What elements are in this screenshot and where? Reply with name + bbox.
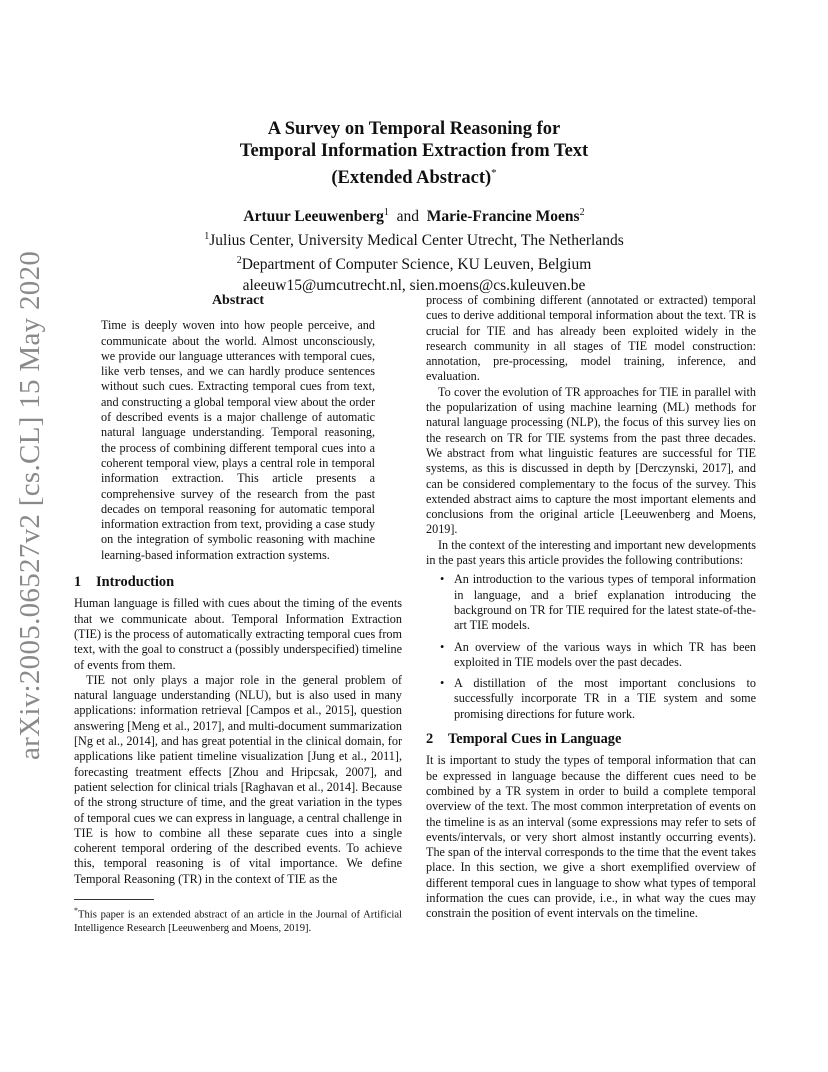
footnote-text: This paper is an extended abstract of an article in the Journal of Artificial Intelligence Research [Leeuwenberg and Moens, 2019]. [74, 909, 402, 934]
author-2-sup: 2 [579, 207, 585, 219]
author-1-sup: 1 [383, 207, 389, 219]
section-1-title: Introduction [96, 574, 175, 591]
affiliation-1-sup: 1 [204, 231, 210, 243]
section-2-title: Temporal Cues in Language [448, 731, 622, 748]
title-line-3-text: (Extended Abstract) [331, 168, 492, 189]
title-line-1: A Survey on Temporal Reasoning for [267, 119, 561, 139]
footnote-mark: * [74, 905, 78, 915]
list-item [426, 676, 756, 722]
author-2: Marie-Francine Moens [426, 208, 580, 226]
arxiv-side-stamp: arXiv:2005.06527v2 [cs.CL] 15 May 2020 [14, 250, 46, 760]
title-line-3 [0, 162, 828, 189]
contribution-3: A distillation of the most important conclusions to successfully incorporate TR in a TIE system and some promising directions for future work. [454, 676, 756, 721]
right-column [426, 293, 756, 922]
footnote [74, 904, 402, 935]
list-item [426, 640, 756, 671]
footnote-rule [74, 899, 154, 900]
abstract-heading: Abstract [211, 293, 265, 308]
bullet-icon: • [440, 639, 445, 654]
bullet-icon: • [440, 676, 445, 691]
abstract-text: Time is deeply woven into how people perceive, and communicate about the world. Almost unconsciously, we provide our language utterances with temporal cues, like verb tenses, and we can hardly produce sentences without such cues. Extracting temporal cues from text, and constructing a global temporal view about the order of described events is a major challenge of automatic natural language understanding. Temporal reasoning, the process of combining different temporal cues into a coherent temporal view, plays a central role in temporal information extraction. This article presents a comprehensive survey of the research from the past decades on temporal reasoning for automatic temporal information extraction from text, providing a case study on the integration of symbolic reasoning with machine learning-based information extraction systems. [101, 318, 375, 562]
contribution-1: An introduction to the various types of temporal information in language, and a brief explanation introducing the background on TR for TIE required for the latest state-of-the-art TIE models. [454, 572, 756, 633]
intro-paragraph-2: TIE not only plays a major role in the general problem of natural language understanding (NLU), but is also used in many applications: information retrieval [Campos et al., 2015], question answering [Meng et al., 2017], and multi-document summarization [Ng et al., 2014], and has great potential in the clinical domain, for applications like patient timeline visualization [Jung et al., 2011], forecasting treatment effects [Zhou and Hripcsak, 2007], and patient selection for clinical trials [Raghavan et al., 2014]. Because of the strong structure of time, and the great variation in the types of temporal cues we can express in language, a central challenge in TIE is how to combine all these separate cues into a single coherent temporal ordering of the described events. To achieve this, temporal reasoning is of vital importance. We define Temporal Reasoning (TR) in the context of TIE as the [74, 672, 402, 886]
contribution-2: An overview of the various ways in which TR has been exploited in TIE models over the past decades. [454, 639, 756, 669]
list-item [426, 572, 756, 633]
bullet-icon: • [440, 572, 445, 587]
title-footnote-mark: * [491, 167, 497, 179]
contribution-list [426, 572, 756, 722]
affiliation-1-text: Julius Center, University Medical Center Utrecht, The Netherlands [209, 232, 624, 250]
section-2-heading [426, 732, 756, 747]
intro-paragraph-4: In the context of the interesting and important new developments in the past years this article provides the following contributions: [426, 537, 756, 568]
title-line-2: Temporal Information Extraction from Text [239, 141, 589, 161]
affiliation-2 [0, 251, 828, 275]
author-emails: aleeuw15@umcutrecht.nl, sien.moens@cs.kuleuven.be [242, 276, 586, 294]
intro-paragraph-3: To cover the evolution of TR approaches for TIE in parallel with the popularization of using machine learning (ML) methods for natural language processing (NLP), the focus of this survey lies on the research on TR for TIE systems from the past three decades. We abstract from what linguistic features are successful for TIE systems, as this is discussed in depth by [Derczynski, 2017], and can be considered complementary to the focus of the survey. This extended abstract aims to capture the most important elements and conclusions from the original article [Leeuwenberg and Moens, 2019]. [426, 384, 756, 537]
section-1-heading [74, 575, 402, 590]
affiliation-2-text: Department of Computer Science, KU Leuven, Belgium [241, 256, 592, 274]
section-1-number: 1 [74, 574, 82, 591]
section-2-paragraph-1: It is important to study the types of temporal information that can be expressed in language because the different cues need to be combined by a TR system in order to build a complete temporal overview of the text. The most common interpretation of events on the timeline is as an interval (some expressions may refer to sets of events/intervals, or very short almost instantly occurring events). The span of the interval corresponds to the time that the event takes place. In this section, we give a short exemplified overview of different temporal cues in language to show what types of temporal information the cues can provide, i.e., in what way the cues may constrain the position of event intervals on the timeline. [426, 753, 756, 921]
authors-and: and [396, 208, 420, 226]
intro-paragraph-continued: process of combining different (annotated or extracted) temporal cues to derive additional temporal information about the text. TR is crucial for TIE and has already been exploited widely in the research community in all stages of TIE model construction: annotation, pre-processing, model training, inference, and evaluation. [426, 293, 756, 384]
affiliation-1 [0, 227, 828, 251]
title-block [0, 118, 828, 296]
author-list [0, 203, 828, 227]
paper-title [0, 118, 828, 189]
intro-paragraph-1: Human language is filled with cues about the timing of the events that we communicate about. Temporal Information Extraction (TIE) is the process of automatically extracting temporal cues from text, with the goal to construct a (possibly underspecified) timeline of events from them. [74, 596, 402, 672]
author-1: Artuur Leeuwenberg [243, 208, 384, 226]
affiliation-2-sup: 2 [236, 255, 242, 267]
left-column [74, 293, 402, 935]
section-2-number: 2 [426, 731, 434, 748]
